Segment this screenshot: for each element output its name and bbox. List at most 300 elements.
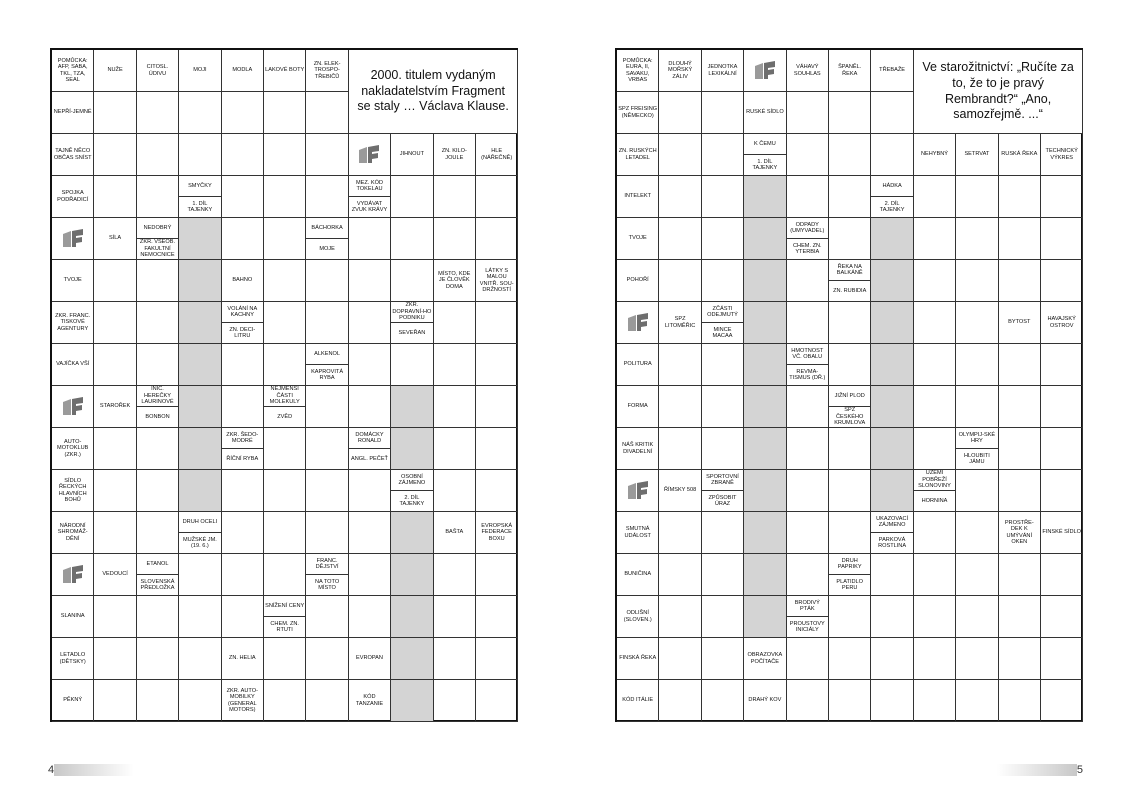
logo-cell <box>744 50 786 92</box>
answer-cell[interactable] <box>434 302 476 344</box>
answer-cell[interactable] <box>349 386 391 428</box>
answer-cell[interactable] <box>1041 176 1083 218</box>
shaded-cell <box>179 218 221 260</box>
logo-cell <box>52 386 94 428</box>
answer-cell[interactable] <box>787 92 829 134</box>
clue-cell: POMŮCKA: EURA, II, SAVAKU, VRBAS <box>617 50 659 92</box>
clue-text: ÚZEMÍ POBŘEŽÍ SLONOVINY <box>914 470 955 491</box>
answer-cell[interactable] <box>349 302 391 344</box>
answer-cell[interactable] <box>94 638 136 680</box>
answer-cell[interactable] <box>349 260 391 302</box>
clue-cell-double <box>349 428 391 470</box>
answer-cell[interactable] <box>659 176 701 218</box>
answer-cell[interactable] <box>1041 554 1083 596</box>
answer-cell[interactable] <box>306 680 348 722</box>
clue-text: HORNINA <box>921 497 948 504</box>
answer-cell[interactable] <box>914 260 956 302</box>
clue-text: ZN. RUBIDIA <box>833 287 867 294</box>
answer-cell[interactable] <box>222 134 264 176</box>
answer-cell[interactable] <box>829 302 871 344</box>
answer-cell[interactable] <box>137 302 179 344</box>
clue-text: PLATIDLO PERU <box>836 578 864 591</box>
answer-cell[interactable] <box>702 218 744 260</box>
answer-cell[interactable] <box>787 134 829 176</box>
answer-cell[interactable] <box>137 638 179 680</box>
clue-text: ANGL. PEČEŤ <box>350 455 388 462</box>
answer-cell[interactable] <box>999 344 1041 386</box>
answer-cell[interactable] <box>264 134 306 176</box>
answer-cell[interactable] <box>956 218 998 260</box>
clue-text: FRANC. DĚJSTVÍ <box>306 554 347 575</box>
clue-cell: DLOUHÝ MOŘSKÝ ZÁLIV <box>659 50 701 92</box>
answer-cell[interactable] <box>264 428 306 470</box>
answer-cell[interactable] <box>179 134 221 176</box>
shaded-cell <box>391 554 433 596</box>
shaded-cell <box>744 512 786 554</box>
answer-cell[interactable] <box>434 554 476 596</box>
answer-cell[interactable] <box>306 302 348 344</box>
answer-cell[interactable] <box>434 428 476 470</box>
answer-cell[interactable] <box>787 260 829 302</box>
clue-cell-double <box>829 386 871 428</box>
answer-cell[interactable] <box>264 260 306 302</box>
answer-cell[interactable] <box>914 428 956 470</box>
clue-text: DRUH PAPRIKY <box>829 554 870 575</box>
clue-cell-double <box>306 218 348 260</box>
answer-cell[interactable] <box>306 134 348 176</box>
clue-text: DRUH OCELI <box>179 512 220 533</box>
answer-cell[interactable] <box>829 638 871 680</box>
answer-cell[interactable] <box>306 386 348 428</box>
answer-cell[interactable] <box>659 638 701 680</box>
clue-cell: SPOJKA PODŘADICÍ <box>52 176 94 218</box>
clue-cell: SÍLA <box>94 218 136 260</box>
answer-cell[interactable] <box>956 596 998 638</box>
answer-cell[interactable] <box>787 512 829 554</box>
shaded-cell <box>391 680 433 722</box>
answer-cell[interactable] <box>94 680 136 722</box>
clue-text: K ČEMU <box>744 134 785 155</box>
answer-cell[interactable] <box>702 386 744 428</box>
answer-cell[interactable] <box>702 596 744 638</box>
answer-cell[interactable] <box>306 176 348 218</box>
page-number-right <box>997 764 1083 776</box>
answer-cell[interactable] <box>434 386 476 428</box>
clue-text: KAPROVITÁ RYBA <box>311 368 344 381</box>
clue-text: NEJMENŠÍ ČÁSTI MOLEKULY <box>264 386 305 407</box>
answer-cell[interactable] <box>306 260 348 302</box>
clue-cell: DRAHÝ KOV <box>744 680 786 722</box>
answer-cell[interactable] <box>787 386 829 428</box>
clue-cell: BAHNO <box>222 260 264 302</box>
joke-banner: Ve starožitnictví: „Ručíte za to, že to je pravý Rembrandt?“ „Ano, samozřejmě. ...“ <box>914 50 1084 134</box>
answer-cell[interactable] <box>476 680 518 722</box>
answer-cell[interactable] <box>476 344 518 386</box>
crossword-grid-right <box>615 48 1083 722</box>
answer-cell[interactable] <box>914 386 956 428</box>
answer-cell[interactable] <box>137 134 179 176</box>
clue-cell: BUNIČINA <box>617 554 659 596</box>
answer-cell[interactable] <box>659 680 701 722</box>
answer-cell[interactable] <box>264 512 306 554</box>
clue-cell-double <box>306 344 348 386</box>
answer-cell[interactable] <box>659 218 701 260</box>
clue-cell-double <box>349 176 391 218</box>
answer-cell[interactable] <box>94 596 136 638</box>
answer-cell[interactable] <box>1041 344 1083 386</box>
clue-text: ŘÍČNÍ RYBA <box>226 455 259 462</box>
clue-cell: ZN. ELEK-TROSPO-TŘEBIČŮ <box>306 50 348 92</box>
clue-cell: INTELEKT <box>617 176 659 218</box>
answer-cell[interactable] <box>659 512 701 554</box>
clue-cell-double <box>744 134 786 176</box>
shaded-cell <box>744 176 786 218</box>
shaded-cell <box>871 470 913 512</box>
answer-cell[interactable] <box>829 218 871 260</box>
answer-cell[interactable] <box>787 428 829 470</box>
answer-cell[interactable] <box>702 680 744 722</box>
answer-cell[interactable] <box>264 176 306 218</box>
shaded-cell <box>871 260 913 302</box>
clue-text: 2. DÍL TAJENKY <box>399 494 425 507</box>
answer-cell[interactable] <box>829 680 871 722</box>
fragment-logo-icon <box>62 397 84 417</box>
clue-cell: FORMA <box>617 386 659 428</box>
answer-cell[interactable] <box>264 470 306 512</box>
answer-cell[interactable] <box>222 176 264 218</box>
logo-cell <box>617 470 659 512</box>
answer-cell[interactable] <box>914 638 956 680</box>
clue-text: MOJE <box>319 245 335 252</box>
answer-cell[interactable] <box>1041 470 1083 512</box>
clue-cell: LÁTKY S MALOU VNITŘ. SOU-DRŽNOSTÍ <box>476 260 518 302</box>
answer-cell[interactable] <box>434 218 476 260</box>
clue-cell: HLE (NÁŘEČNĚ) <box>476 134 518 176</box>
answer-cell[interactable] <box>264 302 306 344</box>
answer-cell[interactable] <box>871 596 913 638</box>
clue-cell: NEHYBNÝ <box>914 134 956 176</box>
logo-cell <box>52 554 94 596</box>
answer-cell[interactable] <box>434 176 476 218</box>
answer-cell[interactable] <box>476 218 518 260</box>
clue-text: BONBON <box>145 413 170 420</box>
clue-cell: ŘÍMSKY 508 <box>659 470 701 512</box>
answer-cell[interactable] <box>659 428 701 470</box>
answer-cell[interactable] <box>659 386 701 428</box>
answer-cell[interactable] <box>222 344 264 386</box>
answer-cell[interactable] <box>222 386 264 428</box>
answer-cell[interactable] <box>222 554 264 596</box>
answer-cell[interactable] <box>264 344 306 386</box>
answer-cell[interactable] <box>1041 596 1083 638</box>
answer-cell[interactable] <box>349 512 391 554</box>
answer-cell[interactable] <box>829 92 871 134</box>
clue-cell: NÁŠ KRITIK DIVADELNÍ <box>617 428 659 470</box>
answer-cell[interactable] <box>956 638 998 680</box>
clue-text: CHEM. ZN. RTUTI <box>270 620 299 633</box>
answer-cell[interactable] <box>391 218 433 260</box>
answer-cell[interactable] <box>956 680 998 722</box>
clue-cell-double <box>871 176 913 218</box>
clue-cell-double <box>222 428 264 470</box>
clue-text: REVMA-TISMUS (DŘ.) <box>789 368 826 381</box>
answer-cell[interactable] <box>829 512 871 554</box>
answer-cell[interactable] <box>349 596 391 638</box>
answer-cell[interactable] <box>349 470 391 512</box>
answer-cell[interactable] <box>94 92 136 134</box>
clue-cell: TVOJE <box>617 218 659 260</box>
logo-cell <box>617 302 659 344</box>
shaded-cell <box>744 218 786 260</box>
clue-cell: ZKR. AUTO-MOBILKY (GENERAL MOTORS) <box>222 680 264 722</box>
answer-cell[interactable] <box>179 596 221 638</box>
answer-cell[interactable] <box>956 554 998 596</box>
clue-cell-double <box>306 554 348 596</box>
answer-cell[interactable] <box>999 554 1041 596</box>
answer-cell[interactable] <box>1041 638 1083 680</box>
answer-cell[interactable] <box>434 344 476 386</box>
clue-cell: FINSKÉ SÍDLO <box>1041 512 1083 554</box>
answer-cell[interactable] <box>999 638 1041 680</box>
answer-cell[interactable] <box>702 512 744 554</box>
clue-cell-double <box>264 386 306 428</box>
shaded-cell <box>871 344 913 386</box>
answer-cell[interactable] <box>999 218 1041 260</box>
clue-cell: STAROŘEK <box>94 386 136 428</box>
clue-cell: OBRAZOVKA POČÍTAČE <box>744 638 786 680</box>
clue-cell-double <box>914 470 956 512</box>
clue-text: CHEM. ZN. YTERBIA <box>792 242 822 255</box>
answer-cell[interactable] <box>956 344 998 386</box>
answer-cell[interactable] <box>476 470 518 512</box>
answer-cell[interactable] <box>349 218 391 260</box>
answer-cell[interactable] <box>787 176 829 218</box>
answer-cell[interactable] <box>349 554 391 596</box>
answer-cell[interactable] <box>222 470 264 512</box>
answer-cell[interactable] <box>137 176 179 218</box>
clue-text: 1. DÍL TAJENKY <box>187 200 213 213</box>
answer-cell[interactable] <box>914 344 956 386</box>
answer-cell[interactable] <box>999 470 1041 512</box>
answer-cell[interactable] <box>871 554 913 596</box>
answer-cell[interactable] <box>829 470 871 512</box>
answer-cell[interactable] <box>914 596 956 638</box>
answer-cell[interactable] <box>956 260 998 302</box>
answer-cell[interactable] <box>956 470 998 512</box>
answer-cell[interactable] <box>914 512 956 554</box>
clue-cell-double <box>829 260 871 302</box>
answer-cell[interactable] <box>476 428 518 470</box>
answer-cell[interactable] <box>222 596 264 638</box>
clue-cell: AUTO-MOTOKLUB (ZKR.) <box>52 428 94 470</box>
answer-cell[interactable] <box>829 344 871 386</box>
answer-cell[interactable] <box>787 680 829 722</box>
answer-cell[interactable] <box>137 260 179 302</box>
answer-cell[interactable] <box>306 512 348 554</box>
clue-cell-double <box>264 596 306 638</box>
answer-cell[interactable] <box>659 134 701 176</box>
answer-cell[interactable] <box>999 260 1041 302</box>
clue-cell-double <box>702 470 744 512</box>
answer-cell[interactable] <box>871 134 913 176</box>
answer-cell[interactable] <box>787 638 829 680</box>
answer-cell[interactable] <box>222 512 264 554</box>
clue-cell: TVOJE <box>52 260 94 302</box>
answer-cell[interactable] <box>476 596 518 638</box>
clue-cell: POHOŘÍ <box>617 260 659 302</box>
answer-cell[interactable] <box>956 386 998 428</box>
answer-cell[interactable] <box>137 596 179 638</box>
answer-cell[interactable] <box>702 176 744 218</box>
answer-cell[interactable] <box>434 596 476 638</box>
joke-banner: 2000. titulem vydaným nakladatelstvím Fragment se staly … Václava Klause. <box>349 50 519 134</box>
answer-cell[interactable] <box>179 92 221 134</box>
answer-cell[interactable] <box>476 386 518 428</box>
answer-cell[interactable] <box>476 638 518 680</box>
clue-text: MUŽSKÉ JM. (19. 6.) <box>182 536 217 549</box>
page-number-text: 5 <box>1076 764 1083 776</box>
answer-cell[interactable] <box>999 176 1041 218</box>
answer-cell[interactable] <box>94 260 136 302</box>
answer-cell[interactable] <box>306 92 348 134</box>
answer-cell[interactable] <box>222 218 264 260</box>
answer-cell[interactable] <box>137 344 179 386</box>
answer-cell[interactable] <box>702 92 744 134</box>
shaded-cell <box>744 428 786 470</box>
answer-cell[interactable] <box>914 176 956 218</box>
answer-cell[interactable] <box>222 92 264 134</box>
answer-cell[interactable] <box>659 344 701 386</box>
answer-cell[interactable] <box>999 596 1041 638</box>
answer-cell[interactable] <box>787 302 829 344</box>
answer-cell[interactable] <box>476 554 518 596</box>
answer-cell[interactable] <box>659 260 701 302</box>
answer-cell[interactable] <box>179 638 221 680</box>
answer-cell[interactable] <box>702 554 744 596</box>
answer-cell[interactable] <box>702 344 744 386</box>
answer-cell[interactable] <box>956 302 998 344</box>
answer-cell[interactable] <box>1041 386 1083 428</box>
clue-text: VOLÁNÍ NA KACHNY <box>222 302 263 323</box>
answer-cell[interactable] <box>306 638 348 680</box>
answer-cell[interactable] <box>137 470 179 512</box>
clue-cell-double <box>871 512 913 554</box>
answer-cell[interactable] <box>787 470 829 512</box>
answer-cell[interactable] <box>1041 218 1083 260</box>
answer-cell[interactable] <box>871 92 913 134</box>
clue-cell-double <box>137 386 179 428</box>
clue-text: SPORTOVNÍ ZBRANĚ <box>702 470 743 491</box>
answer-cell[interactable] <box>434 470 476 512</box>
clue-text: OLYMPIJ-SKÉ HRY <box>956 428 997 449</box>
answer-cell[interactable] <box>137 92 179 134</box>
answer-cell[interactable] <box>391 176 433 218</box>
clue-cell-double <box>137 218 179 260</box>
shaded-cell <box>871 218 913 260</box>
answer-cell[interactable] <box>787 554 829 596</box>
answer-cell[interactable] <box>476 176 518 218</box>
answer-cell[interactable] <box>914 218 956 260</box>
shaded-cell <box>744 344 786 386</box>
answer-cell[interactable] <box>1041 428 1083 470</box>
shaded-cell <box>391 428 433 470</box>
clue-text: ŘEKA NA BALKÁNĚ <box>829 260 870 281</box>
answer-cell[interactable] <box>137 512 179 554</box>
answer-cell[interactable] <box>956 176 998 218</box>
answer-cell[interactable] <box>94 344 136 386</box>
shaded-cell <box>744 554 786 596</box>
clue-cell: SPZ LITOMĚŘIC <box>659 302 701 344</box>
answer-cell[interactable] <box>914 302 956 344</box>
answer-cell[interactable] <box>391 260 433 302</box>
clue-cell-double <box>829 554 871 596</box>
crossword-grid-left <box>50 48 518 722</box>
answer-cell[interactable] <box>1041 260 1083 302</box>
answer-cell[interactable] <box>871 638 913 680</box>
answer-cell[interactable] <box>94 134 136 176</box>
answer-cell[interactable] <box>999 386 1041 428</box>
answer-cell[interactable] <box>179 554 221 596</box>
answer-cell[interactable] <box>702 428 744 470</box>
answer-cell[interactable] <box>137 680 179 722</box>
answer-cell[interactable] <box>956 512 998 554</box>
page-number-left <box>48 764 134 776</box>
answer-cell[interactable] <box>476 302 518 344</box>
shaded-cell <box>179 302 221 344</box>
shaded-cell <box>391 512 433 554</box>
clue-cell-double <box>787 596 829 638</box>
answer-cell[interactable] <box>306 596 348 638</box>
answer-cell[interactable] <box>871 680 913 722</box>
answer-cell[interactable] <box>306 428 348 470</box>
answer-cell[interactable] <box>94 302 136 344</box>
answer-cell[interactable] <box>434 680 476 722</box>
answer-cell[interactable] <box>179 680 221 722</box>
answer-cell[interactable] <box>829 176 871 218</box>
answer-cell[interactable] <box>94 512 136 554</box>
answer-cell[interactable] <box>659 554 701 596</box>
answer-cell[interactable] <box>659 596 701 638</box>
answer-cell[interactable] <box>702 638 744 680</box>
answer-cell[interactable] <box>914 554 956 596</box>
answer-cell[interactable] <box>264 92 306 134</box>
answer-cell[interactable] <box>829 134 871 176</box>
answer-cell[interactable] <box>999 680 1041 722</box>
answer-cell[interactable] <box>1041 680 1083 722</box>
answer-cell[interactable] <box>94 428 136 470</box>
answer-cell[interactable] <box>829 428 871 470</box>
answer-cell[interactable] <box>659 92 701 134</box>
answer-cell[interactable] <box>137 428 179 470</box>
answer-cell[interactable] <box>264 680 306 722</box>
answer-cell[interactable] <box>349 344 391 386</box>
answer-cell[interactable] <box>306 470 348 512</box>
answer-cell[interactable] <box>434 638 476 680</box>
answer-cell[interactable] <box>829 596 871 638</box>
answer-cell[interactable] <box>264 554 306 596</box>
answer-cell[interactable] <box>94 176 136 218</box>
clue-cell: MOJI <box>179 50 221 92</box>
answer-cell[interactable] <box>702 134 744 176</box>
answer-cell[interactable] <box>914 680 956 722</box>
answer-cell[interactable] <box>264 638 306 680</box>
answer-cell[interactable] <box>264 218 306 260</box>
answer-cell[interactable] <box>391 344 433 386</box>
clue-cell: ZN. RUSKÝCH LETADEL <box>617 134 659 176</box>
answer-cell[interactable] <box>94 470 136 512</box>
answer-cell[interactable] <box>999 428 1041 470</box>
answer-cell[interactable] <box>702 260 744 302</box>
